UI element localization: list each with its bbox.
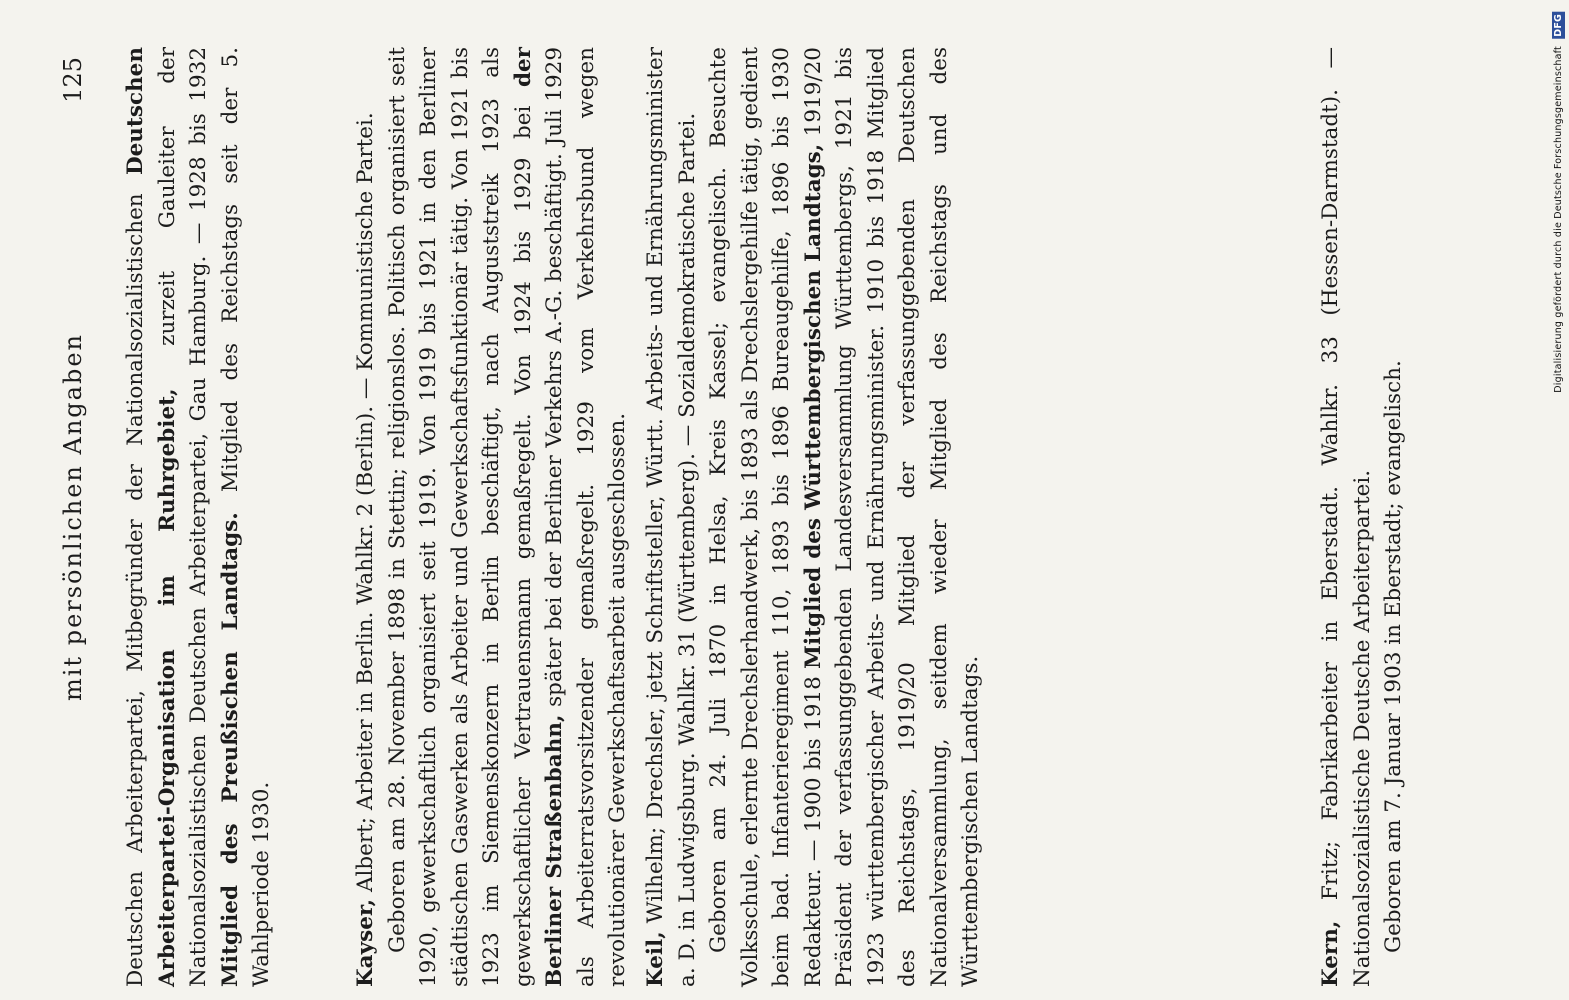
page-header <box>50 47 90 987</box>
entry-name: Kern, <box>1318 920 1343 987</box>
entry-paragraph: Geboren am 28. November 1898 in Stettin; religionslos. Politisch organisiert seit 1920, gewerkschaftlich organisiert seit 1919. Von 1919 bis 1921 in den Berliner städtischen Gaswerken als Arbeiter und Gewerkschaftsfunktionär tätig. Von 1921 bis 1923 im Siemenskonzern in Berlin beschäftigt, nach Auguststreik 1923 als gewerkschaftlicher Vertrauensmann gemaßregelt. Von 1924 bis 1929 bei der Berliner Straßenbahn, später bei der Berliner Verkehrs A.-G. beschäftigt. Juli 1929 als Arbeiterratsvorsitzender gemaßregelt. 1929 vom Verkehrsbund wegen revolutionärer Gewerkschaftsarbeit ausgeschlossen. <box>384 47 630 987</box>
page-title: mit persönlichen Angaben <box>59 333 87 701</box>
entry-paragraph: Geboren am 7. Januar 1903 in Eberstadt; evangelisch. <box>1381 360 1406 953</box>
entry-paragraph: Deutschen Arbeiterpartei, Mitbegründer der Nationalsozialistischen Deutschen Arbeiterpartei-Organisation im Ruhrgebiet, zurzeit Gauleiter der Nationalsozialistischen Deutschen Arbeiterpartei, Gau Hamburg. — 1928 bis 1932 Mitglied des Preußischen Landtags. Mitglied des Reichstags seit der 5. Wahlperiode 1930. <box>123 47 274 987</box>
page-number: 125 <box>59 57 87 103</box>
entry-header: Keil, Wilhelm; Drechsler, jetzt Schriftsteller, Württ. Arbeits- und Ernährungsminister a. D. in Ludwigsburg. Wahlkr. 31 (Württemberg). — Sozialdemokratische Partei. <box>643 47 700 987</box>
biography-entry-keil <box>640 47 987 987</box>
entry-name: Kayser, <box>353 898 378 987</box>
entry-header: Kern, Fritz; Fabrikarbeiter in Eberstadt. Wahlkr. 33 (Hessen-Darmstadt). — Nationalsozialistische Deutsche Arbeiterpartei. <box>1318 47 1375 987</box>
document-page <box>50 47 1510 987</box>
digitization-credit <box>1552 12 1565 393</box>
biography-entry-kern <box>1315 47 1410 987</box>
dfg-logo: DFG <box>1553 14 1564 37</box>
entry-name: Keil, <box>643 931 668 987</box>
continued-entry <box>120 47 278 987</box>
credit-text: Digitalisierung gefördert durch die Deutsche Forschungsgemeinschaft <box>1553 46 1564 393</box>
entry-paragraph: Geboren am 24. Juli 1870 in Helsa, Kreis Kassel; evangelisch. Besuchte Volksschule, erlernte Drechslerhandwerk, bis 1893 als Drechslergehilfe tätig, gedient beim bad. Infanterieregiment 110, 1893 bis 1896 Bureaugehilfe, 1896 bis 1930 Redakteur. — 1900 bis 1918 Mitglied des Württembergischen Landtags, 1919/20 Präsident der verfassunggebenden Landesversammlung Württembergs, 1921 bis 1923 württembergischer Arbeits- und Ernährungsminister. 1910 bis 1918 Mitglied des Reichstags, 1919/20 Mitglied der verfassunggebenden Deutschen Nationalversammlung, seitdem wieder Mitglied des Reichstags und des Württembergischen Landtags. <box>706 47 983 987</box>
biography-entry-kayser <box>350 47 634 987</box>
entry-header: Kayser, Albert; Arbeiter in Berlin. Wahlkr. 2 (Berlin). — Kommunistische Partei. <box>353 112 378 987</box>
